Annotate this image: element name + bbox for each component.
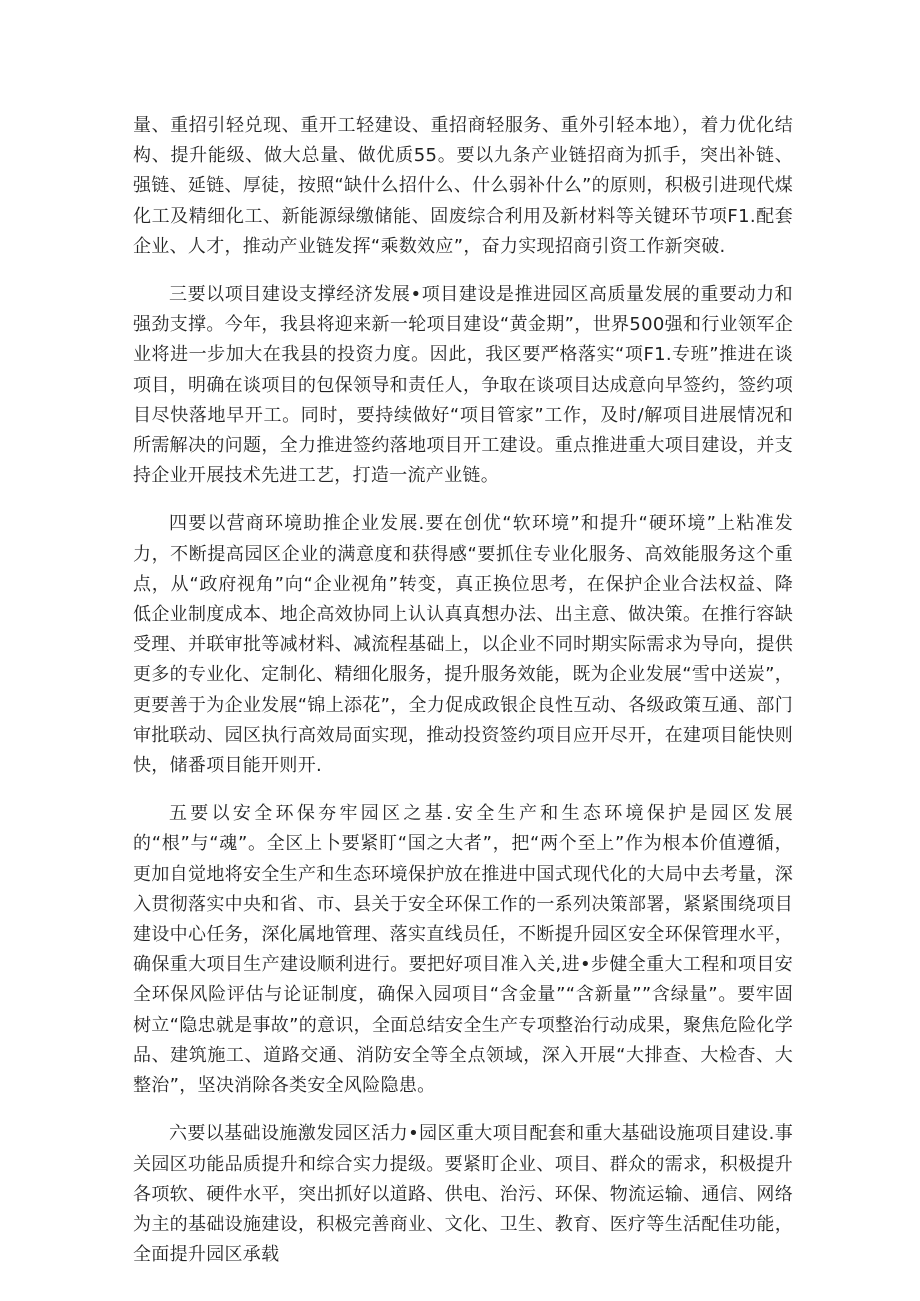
paragraph-investment: 量、重招引轻兑现、重开工轻建设、重招商轻服务、重外引轻本地），着力优化结构、提升能级、做大总量、做优质55。要以九条产业链招商为抓手，突出补链、强链、延链、厚徒，按照“缺什么招什么、什么弱补什么”的原则，积极引进现代煤化工及精细化工、新能源绿缴储能、固废综合利用及新材料等关键环节项F1.配套企业、人才，推动产业链发挥“乘数效应”，奋力实现招商引资工作新突破.	[133, 115, 793, 257]
paragraph-project-construction: 三要以项目建设支撑经济发展•项目建设是推进园区高质量发展的重要动力和强劲支撑。今年，我县将迎来新一轮项目建设“黄金期”，世界500强和行业领军企业将进一步加大在我县的投资力度。因此，我区要严格落实“项F1.专班”推进在谈项目，明确在谈项目的包保领导和责任人，争取在谈项目达成意向早签约，签约项目尽快落地早开工。同时，要持续做好“项目管家”工作，及时/解项目进展情况和所需解决的问题，全力推进签约落地项目开工建设。重点推进重大项目建设，并支持企业开展技术先进工艺，打造一流产业链。	[133, 284, 793, 487]
document-body	[133, 111, 793, 1288]
paragraph-safety-environment: 五要以安全环保夯牢园区之基.安全生产和生态环境保护是园区发展的“根”与“魂”。全区上卜要紧盯“国之大者”，把“两个至上”作为根本价值遵循，更加自觉地将安全生产和生态环境保护放在推进中国式现代化的大局中去考量，深入贯彻落实中央和省、市、县关于安全环保工作的一系列决策部署，紧紧围绕项目建设中心任务，深化属地管理、落实直线员任，不断提升园区安全环保管理水平，确保重大项目生产建设顺利进行。要把好项目准入关,进•步健全重大工程和项目安全环保风险评估与论证制度，确保入园项目“含金量”“含新量””含绿量”。要牢固树立“隐忠就是事故”的意识，全面总结安全生产专项整治行动成果，聚焦危险化学品、建筑施工、道路交通、消防安全等全点领域，深入开展“大排查、大检杳、大整治”，坚决消除各类安全风险隐患。	[133, 803, 793, 1097]
paragraph-infrastructure: 六要以基础设施激发园区活力•园区重大项目配套和重大基础设施项目建设.事关园区功能品质提升和综合实力提级。要紧盯企业、项目、群众的需求，积极提升各项软、硬件水平，突出抓好以道路、供电、治污、环保、物流运输、通信、网络为主的基础设施建设，积极完善商业、文化、卫生、教育、医疗等生活配佳功能，全面提升园区承载	[133, 1123, 793, 1266]
paragraph-business-environment: 四要以营商环境助推企业发展.要在创优“软环境”和提升“硬环境”上粘准发力，不断提高园区企业的满意度和获得感“要抓住专业化服务、高效能服务这个重点，从“政府视角”向“企业视角”转变，真正换位思考，在保护企业合法权益、降低企业制度成本、地企高效协同上认认真真想办法、出主意、做决策。在推行容缺受理、并联审批等减材料、减流程基础上，以企业不同时期实际需求为导向，提供更多的专业化、定制化、精细化服务，提升服务效能，既为企业发展“雪中送炭”，更要善于为企业发展“锦上添花”，全力促成政银企良性互动、各级政策互通、部门审批联动、园区执行高效局面实现，推动投资签约项目应开尽开，在建项目能快则快，储番项目能开则开.	[133, 513, 793, 777]
